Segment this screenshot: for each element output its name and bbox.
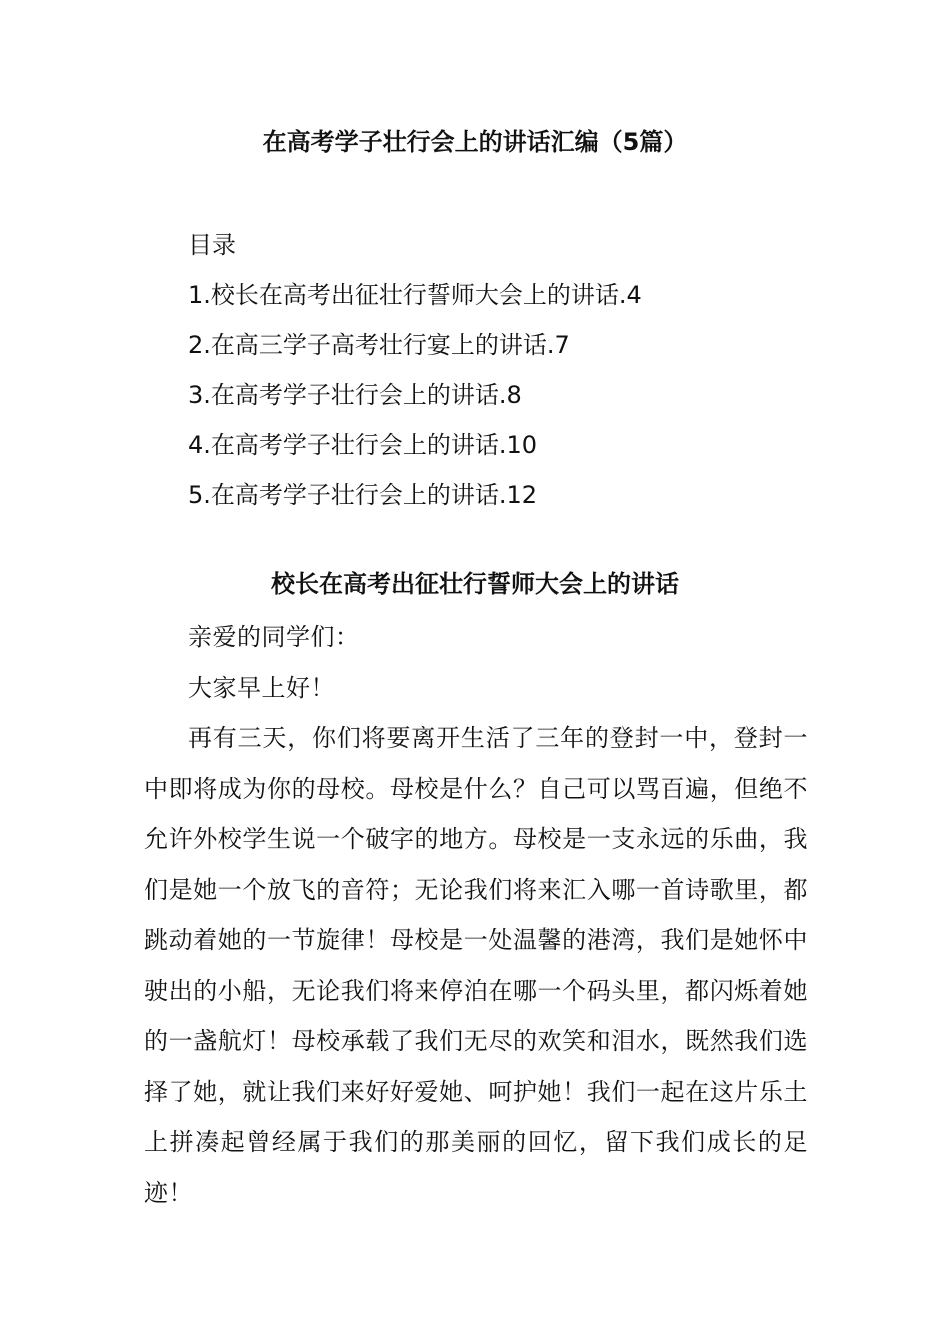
section-title: 校长在高考出征壮行誓师大会上的讲话 (271, 570, 679, 598)
table-of-contents (188, 220, 828, 520)
greeting-paragraph: 大家早上好！ (188, 673, 335, 702)
salutation-paragraph: 亲爱的同学们： (188, 623, 360, 651)
body-paragraph: 再有三天，你们将要离开生活了三年的登封一中，登封一中即将成为你的母校。母校是什么？自己可以骂百遍，但绝不允许外校学生说一个破字的地方。母校是一支永远的乐曲，我们是她一个放飞的音符；无论我们将来汇入哪一首诗歌里，都跳动着她的一节旋律！母校是一处温馨的港湾，我们是她怀中驶出的小船，无论我们将来停泊在哪一个码头里，都闪烁着她的一盏航灯！母校承载了我们无尽的欢笑和泪水，既然我们选择了她，就让我们来好好爱她、呵护她！我们一起在这片乐土上拼凑起曾经属于我们的那美丽的回忆，留下我们成长的足迹！ (144, 724, 808, 1207)
toc-item: 3.在高考学子壮行会上的讲话.8 (188, 381, 522, 409)
document-title: 在高考学子壮行会上的讲话汇编（5篇） (262, 128, 688, 156)
toc-item: 5.在高考学子壮行会上的讲话.12 (188, 481, 538, 509)
toc-heading: 目录 (188, 231, 236, 259)
section-body (144, 612, 808, 1218)
toc-item: 1.校长在高考出征壮行誓师大会上的讲话.4 (188, 281, 642, 309)
toc-item: 4.在高考学子壮行会上的讲话.10 (188, 431, 538, 459)
toc-item: 2.在高三学子高考壮行宴上的讲话.7 (188, 331, 570, 359)
